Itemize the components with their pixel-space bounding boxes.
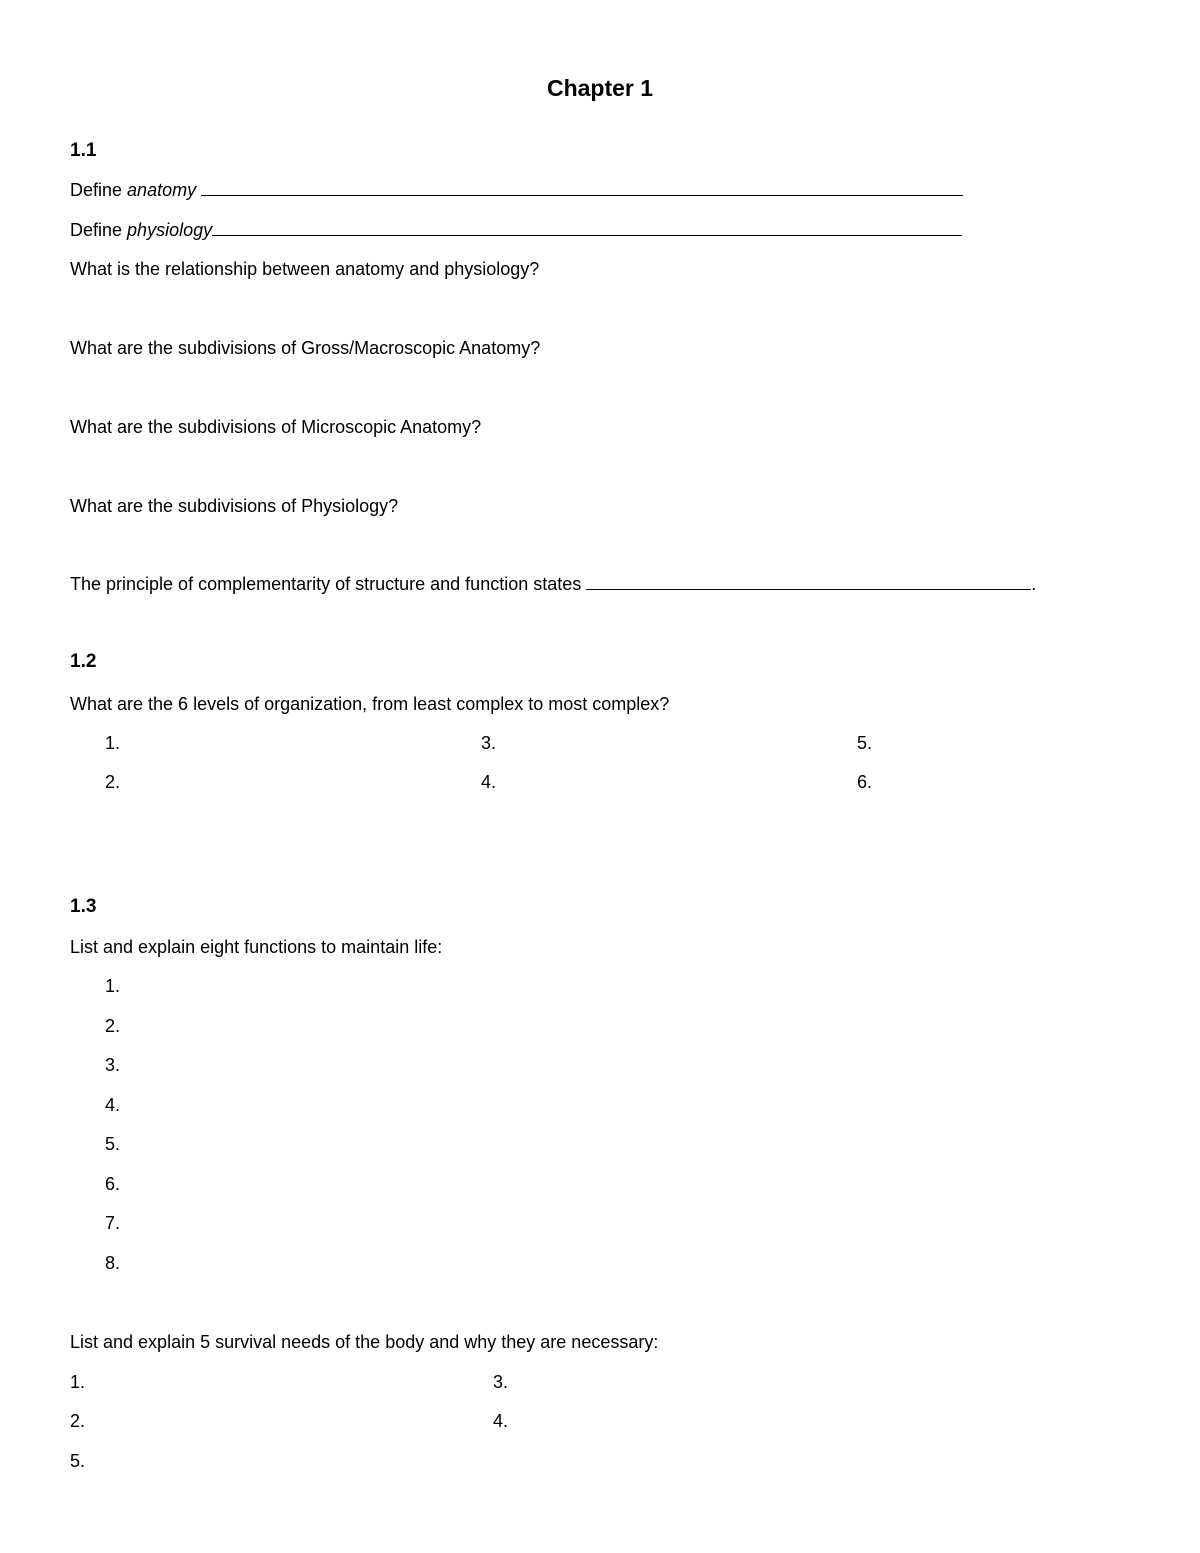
page-title: Chapter 1 [546,75,654,101]
section-1-1-heading: 1.1 [70,140,97,161]
question-relationship: What is the relationship between anatomy and physiology? [70,259,540,279]
question-microscopic-anatomy: What are the subdivisions of Microscopic Anatomy? [70,417,482,437]
need-item: 4. [493,1411,509,1431]
need-item: 5. [70,1451,86,1471]
question-survival-needs: List and explain 5 survival needs of the body and why they are necessary: [70,1332,659,1352]
principle-question: The principle of complementarity of structure and function states [70,574,582,594]
level-item: 6. [857,772,873,792]
section-1-2-heading: 1.2 [70,651,97,672]
need-item: 2. [70,1411,86,1431]
define-label: Define [70,220,123,240]
need-item: 3. [493,1372,509,1392]
level-item: 4. [481,772,497,792]
function-item: 7. [105,1213,121,1233]
function-item: 8. [105,1253,121,1273]
anatomy-answer-blank[interactable] [201,181,963,196]
function-item: 5. [105,1134,121,1154]
physiology-answer-blank[interactable] [212,221,962,236]
question-levels-of-organization: What are the 6 levels of organization, from least complex to most complex? [70,694,670,714]
function-item: 4. [105,1095,121,1115]
physiology-term: physiology [127,220,213,240]
define-anatomy-line [70,179,963,201]
define-label: Define [70,180,123,200]
level-item: 5. [857,733,873,753]
section-1-3-heading: 1.3 [70,896,97,917]
principle-statement-line [70,573,1036,595]
need-item: 1. [70,1372,86,1392]
function-item: 3. [105,1055,121,1075]
anatomy-term: anatomy [127,180,197,200]
define-physiology-line [70,219,962,241]
level-item: 2. [105,772,121,792]
function-item: 6. [105,1174,121,1194]
function-item: 2. [105,1016,121,1036]
principle-period: . [1031,574,1037,594]
question-life-functions: List and explain eight functions to maintain life: [70,937,443,957]
question-physiology-subdivisions: What are the subdivisions of Physiology? [70,496,399,516]
level-item: 1. [105,733,121,753]
principle-answer-blank[interactable] [586,575,1031,590]
function-item: 1. [105,976,121,996]
question-gross-anatomy: What are the subdivisions of Gross/Macroscopic Anatomy? [70,338,541,358]
level-item: 3. [481,733,497,753]
